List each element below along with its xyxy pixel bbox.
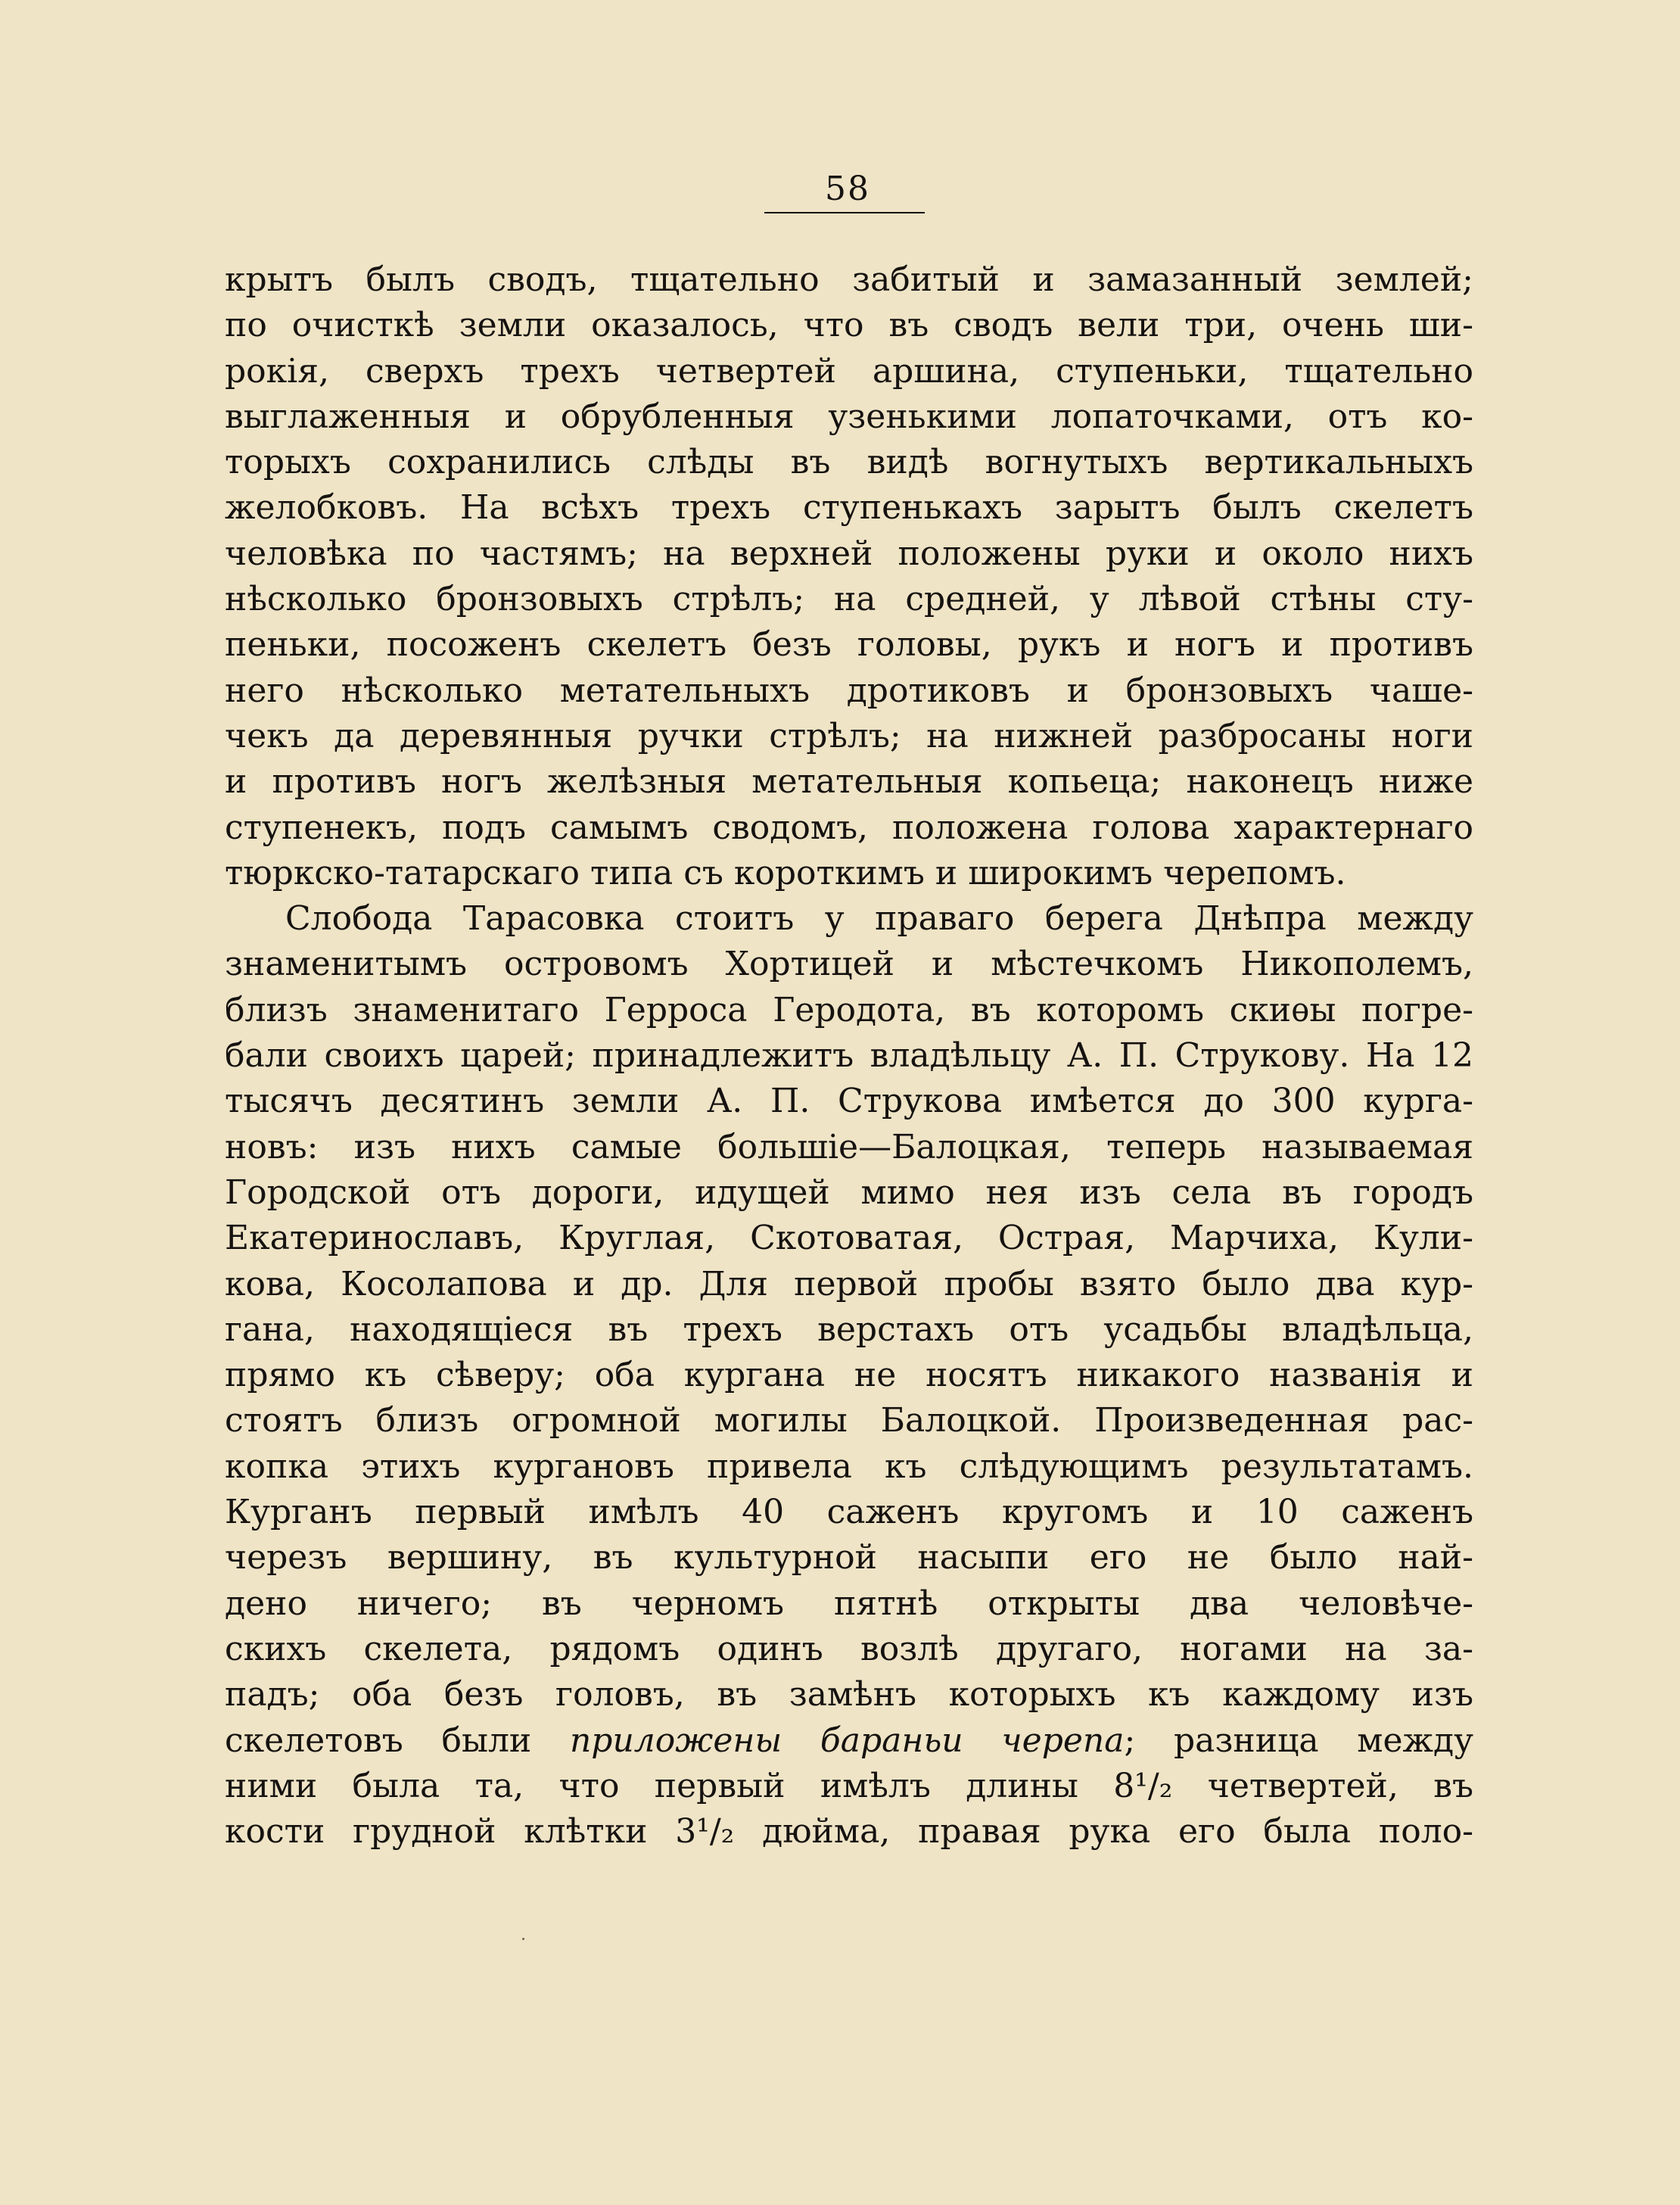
text-line: пеньки, посоженъ скелетъ безъ головы, рукъ и ногъ и противъ <box>225 625 1473 665</box>
text-line: ними была та, что первый имѣлъ длины 8¹/₂ четвертей, въ <box>225 1766 1473 1805</box>
text-line: падъ; оба безъ головъ, въ замѣнъ которыхъ къ каждому изъ <box>225 1675 1473 1714</box>
text-line: гана, находящіеся въ трехъ верстахъ отъ усадьбы владѣльца, <box>225 1310 1473 1349</box>
text-line: рокія, сверхъ трехъ четвертей аршина, ступеньки, тщательно <box>225 351 1473 391</box>
text-line: и противъ ногъ желѣзныя метательныя копьеца; наконецъ ниже <box>225 762 1473 802</box>
text-line-with-italic <box>225 1718 1473 1764</box>
text-line: Курганъ первый имѣлъ 40 саженъ кругомъ и 10 саженъ <box>225 1493 1473 1532</box>
text-span: ; разница между <box>1124 1721 1473 1760</box>
page-number: 58 <box>825 170 870 208</box>
text-line: знаменитымъ островомъ Хортицей и мѣстечкомъ Никополемъ, <box>225 945 1473 984</box>
text-line: стоятъ близъ огромной могилы Балоцкой. Произведенная рас- <box>225 1401 1473 1440</box>
text-line: Екатеринославъ, Круглая, Скотоватая, Острая, Марчиха, Кули- <box>225 1219 1473 1258</box>
text-line: выглаженныя и обрубленныя узенькими лопаточками, отъ ко- <box>225 397 1473 436</box>
text-line: человѣка по частямъ; на верхней положены руки и около нихъ <box>225 534 1473 573</box>
text-line: кости грудной клѣтки 3¹/₂ дюйма, правая рука его была поло- <box>225 1812 1473 1852</box>
text-line: тысячъ десятинъ земли А. П. Струкова имѣется до 300 курга- <box>225 1082 1473 1121</box>
paragraph-start-line: Слобода Тарасовка стоитъ у праваго берега Днѣпра между <box>285 899 1473 939</box>
text-line: ступенекъ, подъ самымъ сводомъ, положена голова характернаго <box>225 808 1473 847</box>
text-line: по очисткѣ земли оказалось, что въ сводъ вели три, очень ши- <box>225 306 1473 345</box>
text-line: кова, Косолапова и др. Для первой пробы взято было два кур- <box>225 1264 1473 1303</box>
text-line: крытъ былъ сводъ, тщательно забитый и замазанный землей; <box>225 260 1473 299</box>
body-text <box>225 257 1473 1855</box>
text-line: чекъ да деревянныя ручки стрѣлъ; на нижней разбросаны ноги <box>225 716 1473 755</box>
text-line: бали своихъ царей; принадлежитъ владѣльцу А. П. Струкову. На 12 <box>225 1036 1473 1076</box>
text-line: дено ничего; въ черномъ пятнѣ открыты два человѣче- <box>225 1584 1473 1623</box>
text-line: него нѣсколько метательныхъ дротиковъ и бронзовыхъ чаше- <box>225 671 1473 710</box>
text-line: близъ знаменитаго Герроса Геродота, въ которомъ скиѳы погре- <box>225 990 1473 1029</box>
text-line: Городской отъ дороги, идущей мимо нея изъ села въ городъ <box>225 1173 1473 1212</box>
page-number-rule <box>764 212 925 213</box>
text-line: торыхъ сохранились слѣды въ видѣ вогнутыхъ вертикальныхъ <box>225 443 1473 482</box>
text-line: прямо къ сѣверу; оба кургана не носятъ никакого названія и <box>225 1356 1473 1395</box>
text-line: тюркско-татарскаго типа съ короткимъ и широкимъ черепомъ. <box>225 853 1346 892</box>
text-line: копка этихъ кургановъ привела къ слѣдующимъ результатамъ. <box>225 1447 1473 1486</box>
scan-speck <box>522 1938 524 1940</box>
text-line: нѣсколько бронзовыхъ стрѣлъ; на средней, у лѣвой стѣны сту- <box>225 580 1473 619</box>
italic-text-span: приложены бараньи черепа <box>569 1721 1125 1760</box>
text-line: скихъ скелета, рядомъ одинъ возлѣ другаго, ногами на за- <box>225 1629 1473 1668</box>
text-line: новъ: изъ нихъ самые большіе—Балоцкая, теперь называемая <box>225 1127 1473 1166</box>
text-line: желобковъ. На всѣхъ трехъ ступенькахъ зарытъ былъ скелетъ <box>225 488 1473 528</box>
text-line: черезъ вершину, въ культурной насыпи его не было най- <box>225 1538 1473 1577</box>
text-span: скелетовъ были <box>225 1721 532 1760</box>
